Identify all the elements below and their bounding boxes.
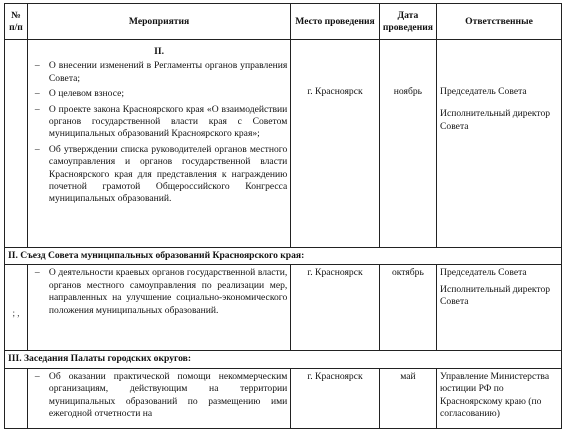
list-item: – О проекте закона Красноярского края «О взаимодействии органов государственной власти края с Советом муниципальных образований Красноярского края»; (34, 103, 288, 140)
table-row (5, 368, 562, 428)
header-place: Место проведения (291, 4, 379, 40)
list-item: – Об утверждении списка руководителей органов местного самоуправления и органов государственной власти Красноярского края для представления к награждению почетной грамотой Общероссийского Конгресса муниципальных образований. (34, 143, 288, 205)
place-cell: г. Красноярск (291, 40, 379, 248)
date-cell: октябрь (379, 265, 436, 351)
row-num-cell (5, 368, 28, 428)
responsible-2: Исполнительный директор Совета (440, 283, 551, 308)
list-item: – О целевом взносе; (34, 88, 124, 100)
section-title: III. Заседания Палаты городских округов: (5, 351, 562, 368)
responsible-1: Председатель Совета (440, 86, 527, 97)
list-item: – Об оказании практической помощи некоммерческим организациям, действующим на территории муниципальных образований по размещению ими ежегодной отчетности на (34, 370, 288, 420)
place-cell: г. Красноярск (291, 368, 379, 428)
row-num-cell (5, 40, 28, 248)
event-list (31, 267, 287, 317)
header-num: № п/п (5, 4, 28, 40)
row-num-cell: ; , (5, 265, 28, 351)
responsible-cell (437, 265, 562, 351)
responsible-2: Исполнительный директор Совета (440, 108, 551, 132)
table-row (5, 40, 562, 248)
event-cell (27, 40, 290, 248)
list-item: – О деятельности краевых органов государственной власти, органов местного самоуправления по реализации мер, направленных на улучшение социально-экономического положения муниципальных образований. (34, 267, 288, 316)
date-cell: ноябрь (379, 40, 436, 248)
list-item: – О внесении изменений в Регламенты органов управления Совета; (34, 60, 288, 84)
date-cell: май (379, 368, 436, 428)
table-row (5, 265, 562, 351)
event-cell (27, 265, 290, 351)
section-title: II. Съезд Совета муниципальных образований Красноярского края: (5, 248, 562, 265)
event-cell (27, 368, 290, 428)
header-date: Дата проведения (379, 4, 436, 40)
events-table (4, 3, 562, 429)
header-responsible: Ответственные (437, 4, 562, 40)
event-list (31, 371, 287, 421)
responsible-cell: Управление Министерства юстиции РФ по Красноярскому краю (по согласованию) (437, 368, 562, 428)
responsible-1: Председатель Совета (440, 267, 527, 279)
place-cell: г. Красноярск (291, 265, 379, 351)
section-row (5, 351, 562, 368)
header-event: Мероприятия (27, 4, 290, 40)
table-header-row (5, 4, 562, 40)
section-row (5, 248, 562, 265)
responsible-cell (437, 40, 562, 248)
block-heading: II. (154, 46, 165, 57)
event-list (31, 60, 287, 205)
